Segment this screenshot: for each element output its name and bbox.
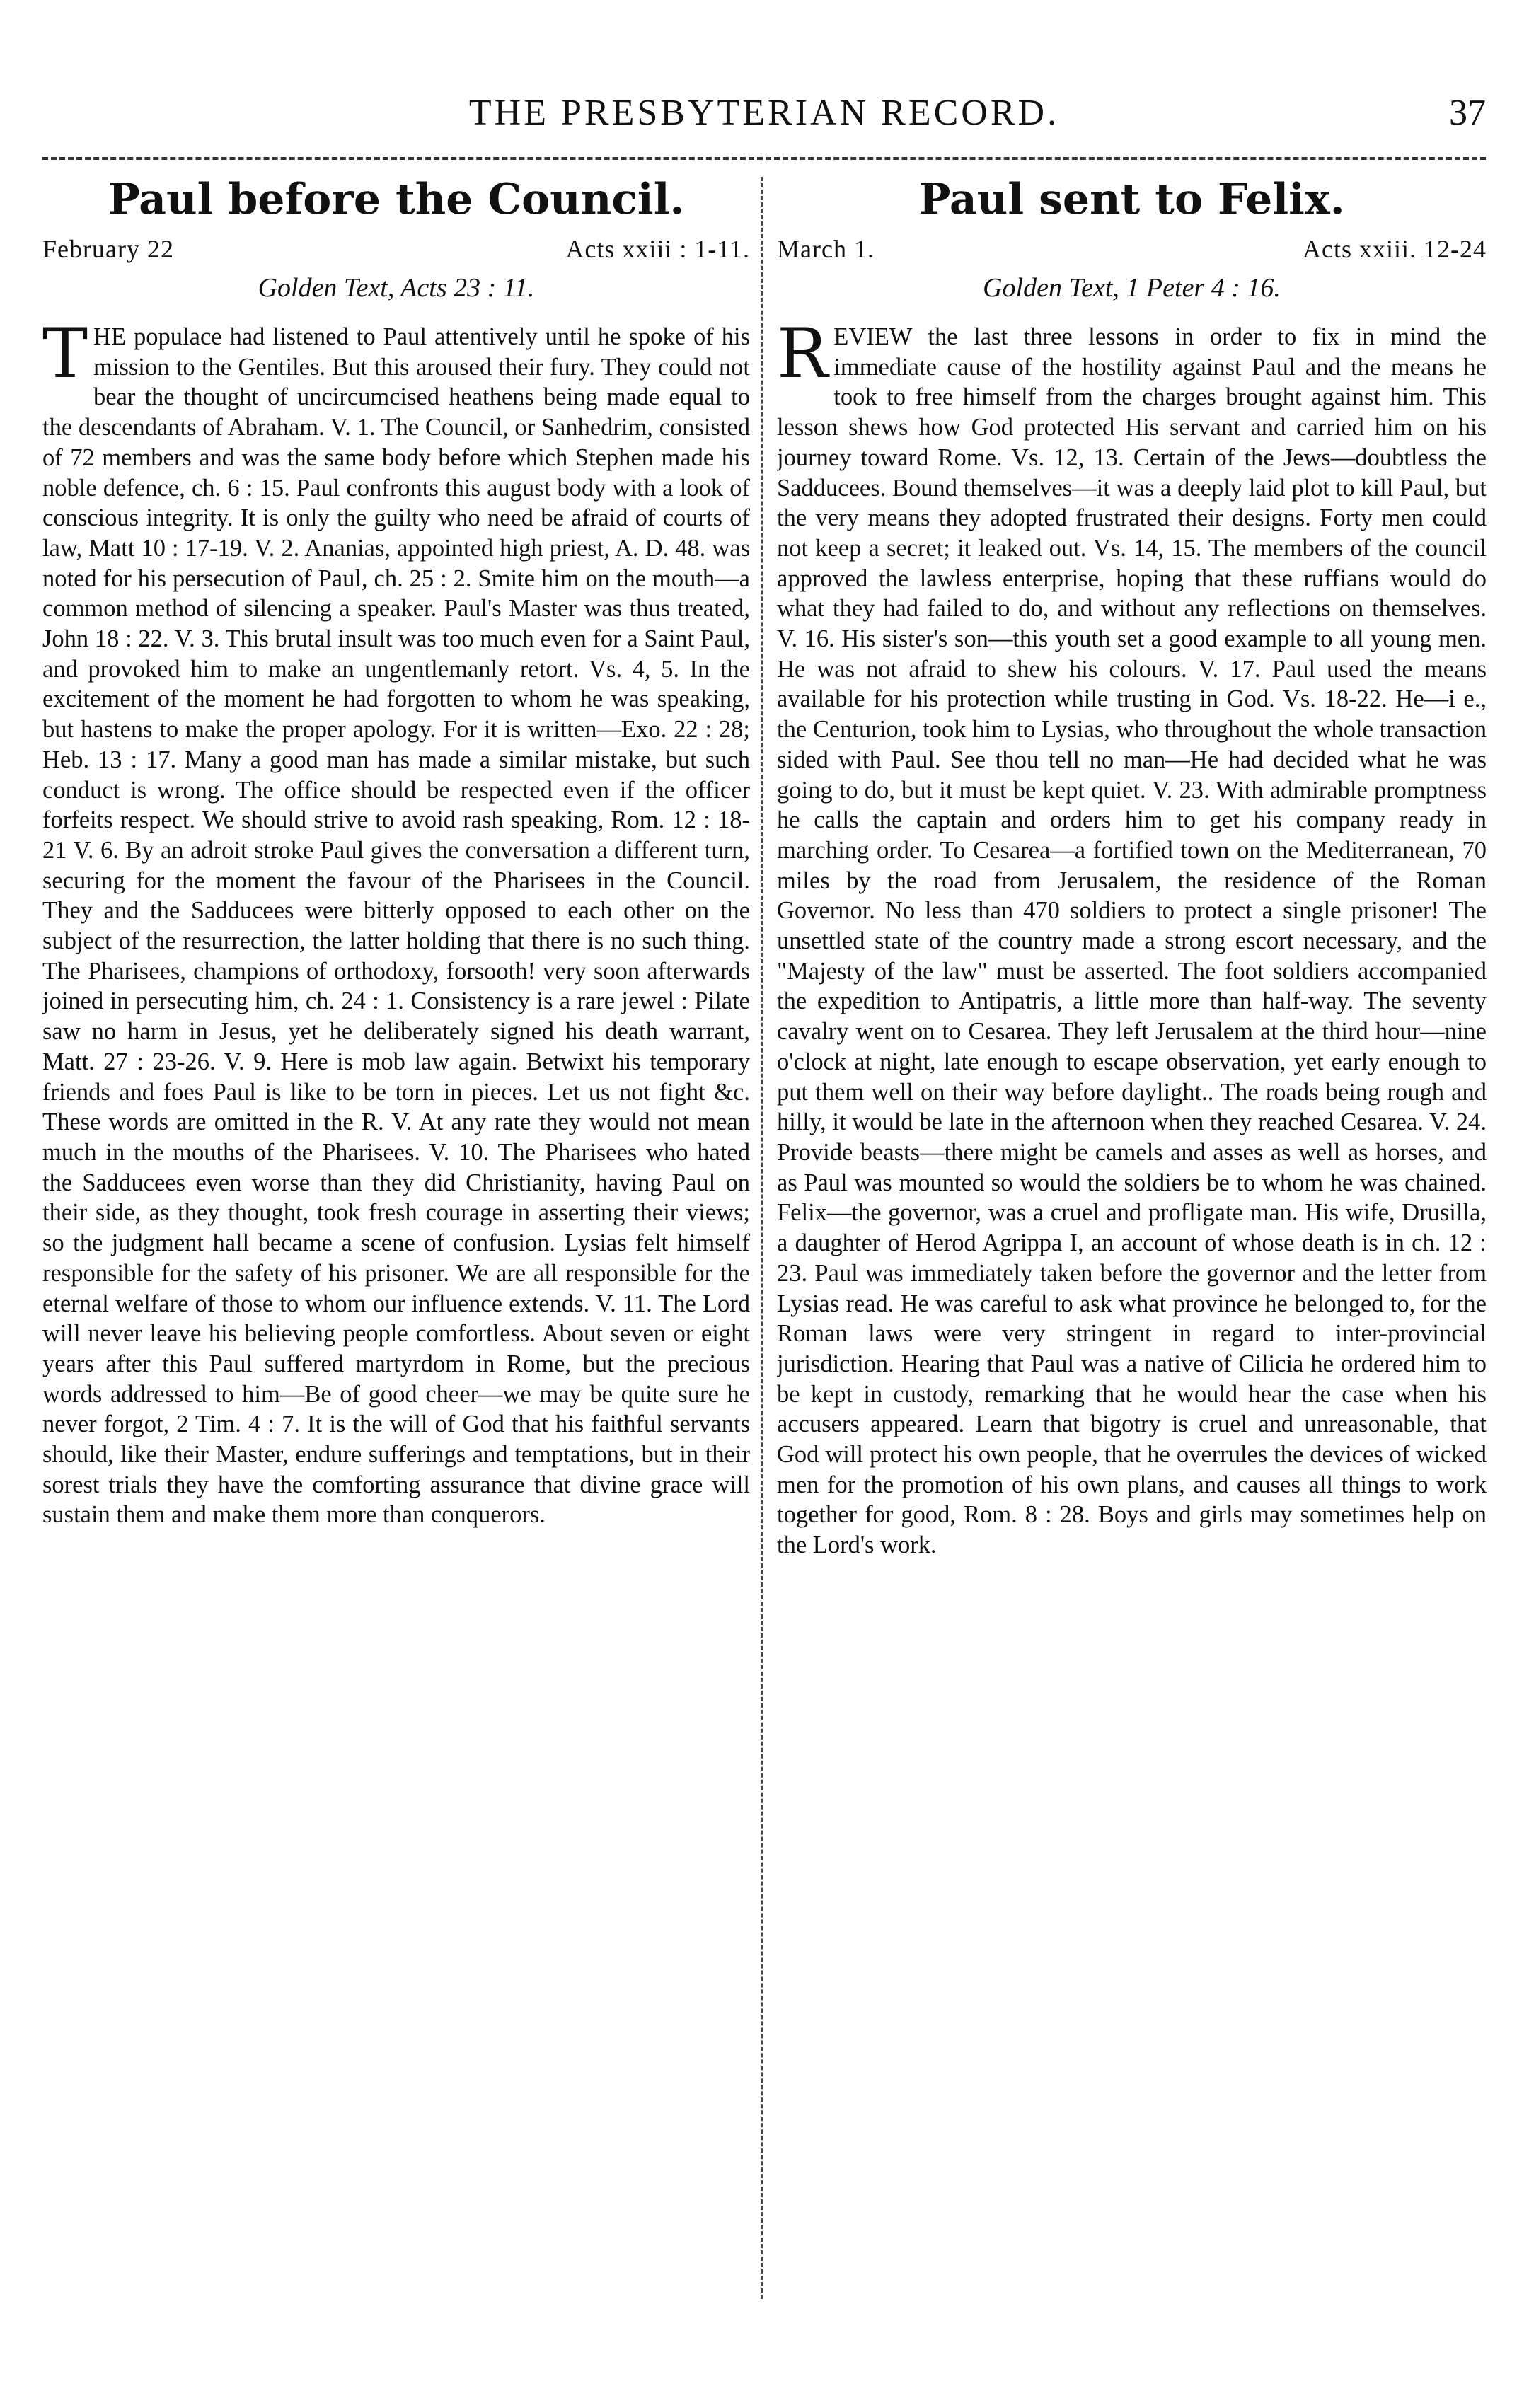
lesson-column-left xyxy=(42,175,750,2368)
lesson-body xyxy=(777,314,1487,1561)
lesson-column-right xyxy=(777,175,1487,2368)
journal-title: THE PRESBYTERIAN RECORD. xyxy=(468,93,1060,133)
header-rule xyxy=(42,157,1486,160)
column-divider xyxy=(761,177,763,2299)
golden-text: Golden Text, Acts 23 : 11. xyxy=(258,273,535,303)
lesson-meta xyxy=(777,234,1487,264)
drop-cap: R xyxy=(777,314,829,393)
drop-cap: T xyxy=(42,314,88,393)
lesson-body-text: HE populace had listened to Paul attentively until he spoke of his mission to the Gentiles. But this aroused their fury. They could not bear the thought of uncircumcised heathens being made equal to the descendants of Abraham. V. 1. The Council, or Sanhedrim, consisted of 72 members and was the same body before which Stephen made his noble defence, ch. 6 : 15. Paul confronts this august body with a look of conscious integrity. It is only the guilty who need be afraid of courts of law, Matt 10 : 17-19. V. 2. Ananias, appointed high priest, A. D. 48. was noted for his persecution of Paul, ch. 25 : 2. Smite him on the mouth—a common method of silencing a speaker. Paul's Master was thus treated, John 18 : 22. V. 3. This brutal insult was too much even for a Saint Paul, and provoked him to make an ungentlemanly retort. Vs. 4, 5. In the excitement of the moment he had forgotten to whom he was speaking, but hastens to make the proper apology. For it is written—Exo. 22 : 28; Heb. 13 : 17. Many a good man has made a similar mistake, but such conduct is wrong. The office should be respected even if the officer forfeits respect. We should strive to avoid rash speaking, Rom. 12 : 18-21 V. 6. By an adroit stroke Paul gives the conversation a different turn, securing for the moment the favour of the Pharisees in the Council. They and the Sadducees were bitterly opposed to each other on the subject of the resurrection, the latter holding that there is no such thing. The Pharisees, champions of orthodoxy, forsooth! very soon afterwards joined in persecuting him, ch. 24 : 1. Consistency is a rare jewel : Pilate saw no harm in Jesus, yet he deliberately signed his death warrant, Matt. 27 : 23-26. V. 9. Here is mob law again. Betwixt his temporary friends and foes Paul is like to be torn in pieces. Let us not fight &c. These words are omitted in the R. V. At any rate they would not mean much in the mouths of the Pharisees. V. 10. The Pharisees who hated the Sadducees even worse than they did Christianity, having Paul on their side, as they thought, took fresh courage in asserting their views; so the judgment hall became a scene of confusion. Lysias felt himself responsible for the safety of his prisoner. We are all responsible for the eternal welfare of those to whom our influence extends. V. 11. The Lord will never leave his believing people comfortless. About seven or eight years after this Paul suffered martyrdom in Rome, but the precious words addressed to him—Be of good cheer—we may be quite sure he never forgot, 2 Tim. 4 : 7. It is the will of God that his faithful servants should, like their Master, endure sufferings and temptations, but in their sorest trials they have the comforting assurance that divine grace will sustain them and make them more than conquerors. xyxy=(42,323,750,1529)
lesson-body xyxy=(42,314,750,1530)
golden-text: Golden Text, 1 Peter 4 : 16. xyxy=(983,273,1281,303)
lesson-date: February 22 xyxy=(42,235,174,263)
lesson-body-text: EVIEW the last three lessons in order to fix in mind the immediate cause of the hostility against Paul and the means he took to free himself from the charges brought against him. This lesson shews how God protected His servant and carried him on his journey toward Rome. Vs. 12, 13. Certain of the Jews—doubtless the Sadducees. Bound themselves—it was a deeply laid plot to kill Paul, but the very means they adopted frustrated their designs. Forty men could not keep a secret; it leaked out. Vs. 14, 15. The members of the council approved the lawless enterprise, hoping that these ruffians would do what they had failed to do, and without any reflections on themselves. V. 16. His sister's son—this youth set a good example to all young men. He was not afraid to shew his colours. V. 17. Paul used the means available for his protection while trusting in God. Vs. 18-22. He—i e., the Centurion, took him to Lysias, who throughout the whole transaction sided with Paul. See thou tell no man—He had decided what he was going to do, but it must be kept quiet. V. 23. With admirable promptness he calls the captain and orders him to get his company ready in marching order. To Cesarea—a fortified town on the Mediterranean, 70 miles by the road from Jerusalem, the residence of the Roman Governor. No less than 470 soldiers to protect a single prisoner! The unsettled state of the country made a strong escort necessary, and the "Majesty of the law" must be asserted. The foot soldiers accompanied the expedition to Antipatris, a little more than half-way. The seventy cavalry went on to Cesarea. They left Jerusalem at the third hour—nine o'clock at night, late enough to escape observation, yet early enough to put them well on their way before daylight.. The roads being rough and hilly, it would be late in the afternoon when they reached Cesarea. V. 24. Provide beasts—there might be camels and asses as well as horses, and as Paul was mounted so would the soldiers be to whom he was chained. Felix—the governor, was a cruel and profligate man. His wife, Drusilla, a daughter of Herod Agrippa I, an account of whose death is in ch. 12 : 23. Paul was immediately taken before the governor and the letter from Lysias read. He was careful to ask what province he belonged to, for the Roman laws were very stringent in regard to inter-provincial jurisdiction. Hearing that Paul was a native of Cilicia he ordered him to be kept in custody, remarking that he would hear the case when his accusers appeared. Learn that bigotry is cruel and unreasonable, that God will protect his own people, that he overrules the devices of wicked men for the promotion of his own plans, and causes all things to work together for good, Rom. 8 : 28. Boys and girls may sometimes help on the Lord's work. xyxy=(777,323,1487,1559)
page-number: 37 xyxy=(1449,93,1486,133)
lesson-meta xyxy=(42,234,750,264)
scripture-reference: Acts xxiii. 12-24 xyxy=(1303,235,1487,263)
lesson-date: March 1. xyxy=(777,235,875,263)
lesson-title: Paul sent to Felix. xyxy=(918,175,1345,224)
running-head xyxy=(42,92,1486,149)
scripture-reference: Acts xxiii : 1-11. xyxy=(565,235,750,263)
lesson-title: Paul before the Council. xyxy=(108,175,685,224)
